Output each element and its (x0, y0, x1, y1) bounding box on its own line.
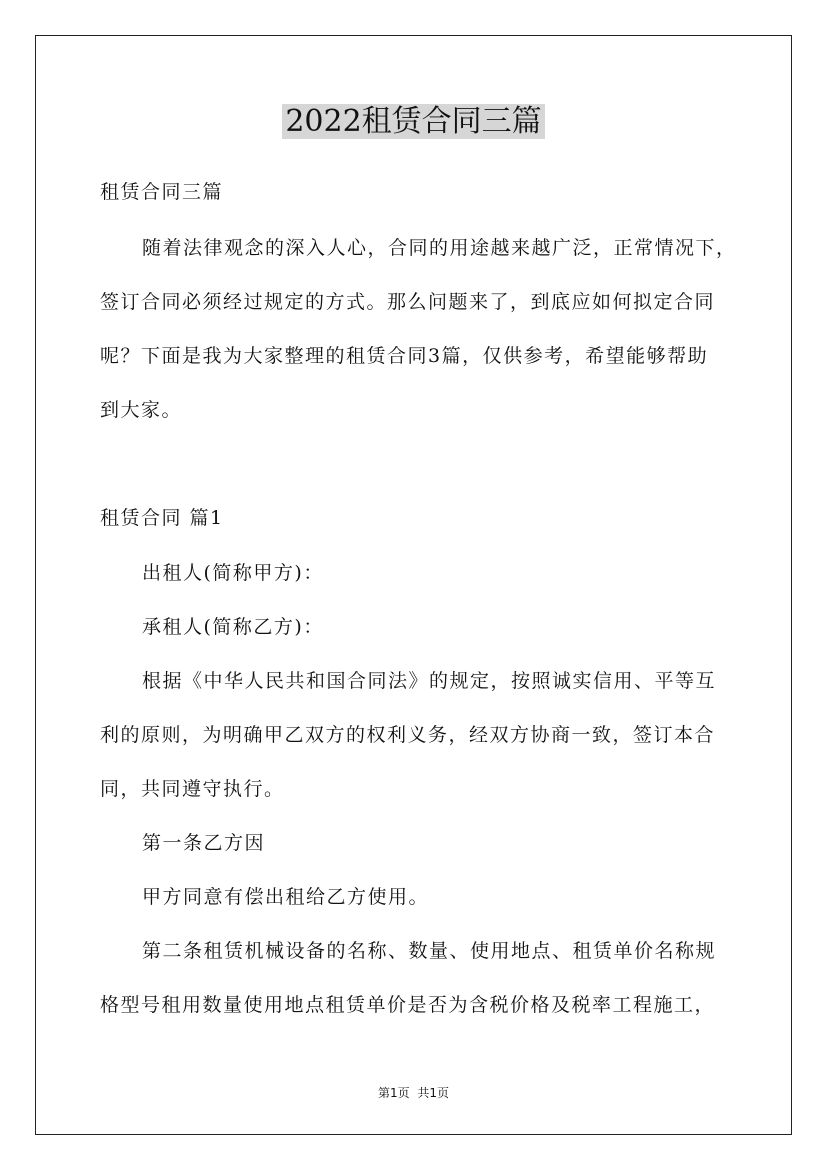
intro-line: 到大家。 (100, 399, 183, 421)
article-2-line: 格型号租用数量使用地点租赁单价是否为含税价格及税率工程施工， (100, 994, 716, 1016)
basis-line: 同，共同遵守执行。 (100, 778, 285, 800)
intro-line: 随着法律观念的深入人心，合同的用途越来越广泛，正常情况下， (142, 237, 737, 259)
page-total: 共1页 (417, 1086, 449, 1100)
intro-line: 呢？下面是我为大家整理的租赁合同3篇，仅供参考，希望能够帮助 (100, 345, 709, 367)
page-number: 第1页 (378, 1086, 410, 1100)
intro-line: 签订合同必须经过规定的方式。那么问题来了，到底应如何拟定合同 (100, 291, 716, 313)
lessee-line: 承租人(简称乙方)： (142, 616, 324, 638)
section-heading: 租赁合同 篇1 (100, 507, 224, 529)
basis-line: 根据《中华人民共和国合同法》的规定，按照诚实信用、平等互 (142, 670, 717, 692)
article-2-line: 第二条租赁机械设备的名称、数量、使用地点、租赁单价名称规 (142, 940, 717, 962)
page-footer (0, 1084, 827, 1101)
document-title (0, 100, 827, 144)
lessor-line: 出租人(简称甲方)： (142, 562, 324, 584)
article-1-title: 第一条乙方因 (142, 832, 266, 854)
subtitle: 租赁合同三篇 (100, 181, 224, 203)
basis-line: 利的原则，为明确甲乙双方的权利义务，经双方协商一致，签订本合 (100, 724, 716, 746)
article-1-body: 甲方同意有偿出租给乙方使用。 (142, 886, 430, 908)
document-title-text: 2022租赁合同三篇 (282, 104, 544, 139)
